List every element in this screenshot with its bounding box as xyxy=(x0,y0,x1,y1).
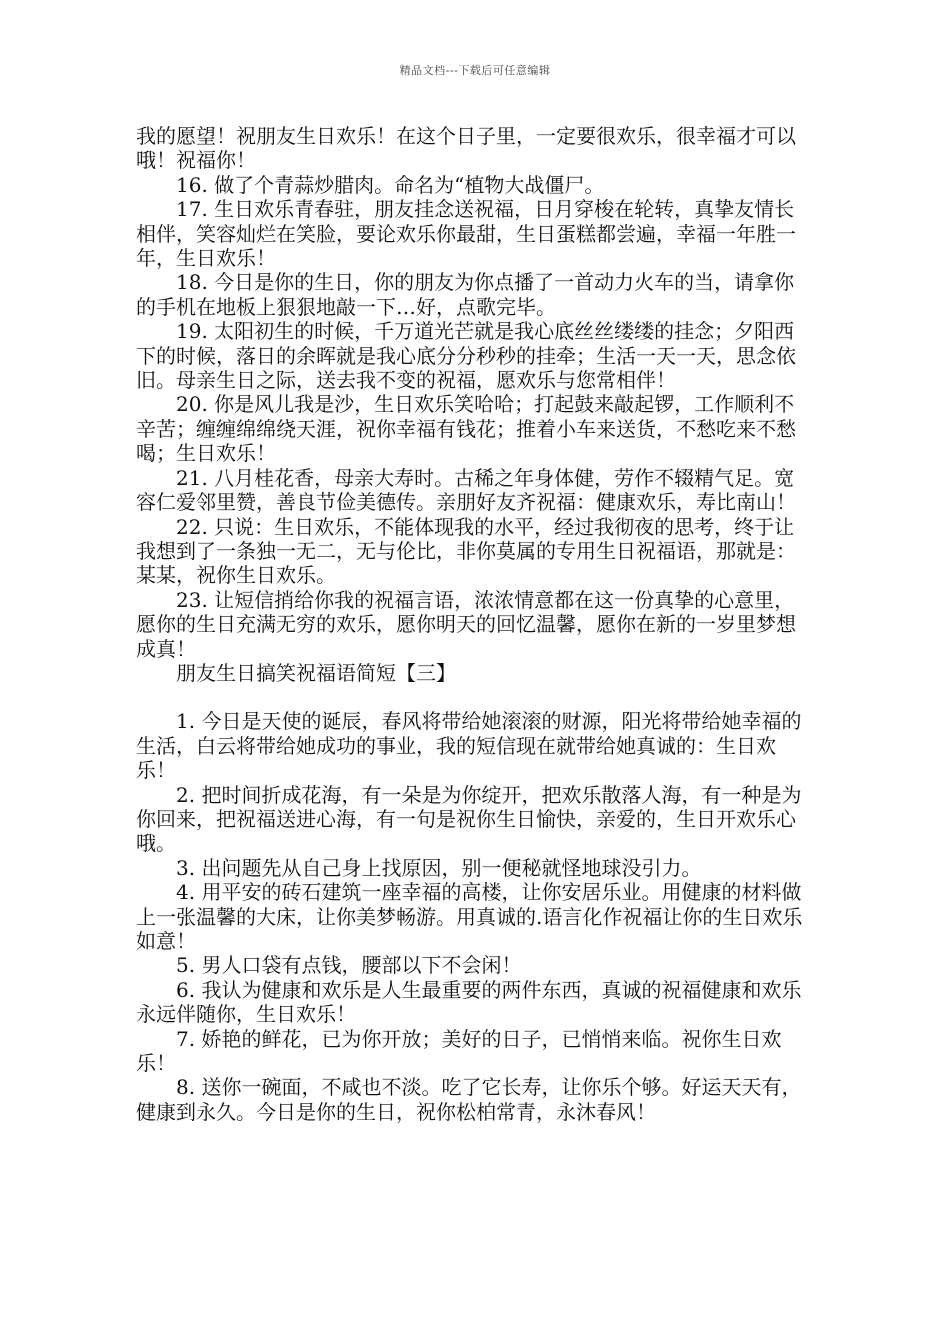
paragraph: 22. 只说：生日欢乐，不能体现我的水平，经过我彻夜的思考，终于让我想到了一条独一无二，无与伦比，非你莫属的专用生日祝福语，那就是：某某，祝你生日欢乐。 xyxy=(136,514,796,588)
paragraph: 18. 今日是你的生日，你的朋友为你点播了一首动力火车的当，请拿你的手机在地板上狠狠地敲一下…好，点歌完毕。 xyxy=(136,270,795,319)
document-body xyxy=(136,124,814,1124)
blank-line xyxy=(136,685,814,709)
section-heading: 朋友生日搞笑祝福语简短【三】 xyxy=(176,660,456,685)
paragraph: 3. 出问题先从自己身上找原因，别一便秘就怪地球没引力。 xyxy=(176,855,702,880)
paragraph: 我的愿望！祝朋友生日欢乐！在这个日子里，一定要很欢乐，很幸福才可以哦！祝福你！ xyxy=(136,124,796,173)
paragraph: 21. 八月桂花香，母亲大寿时。古稀之年身体健，劳作不辍精气足。宽容仁爱邻里赞，善良节俭美德传。亲朋好友齐祝福：健康欢乐，寿比南山！ xyxy=(136,465,796,515)
paragraph: 7. 娇艳的鲜花，已为你开放；美好的日子，已悄悄来临。祝你生日欢乐！ xyxy=(136,1026,782,1076)
paragraph: 8. 送你一碗面，不咸也不淡。吃了它长寿，让你乐个够。好运天天有，健康到永久。今日是你的生日，祝你松柏常青，永沐春风！ xyxy=(136,1075,802,1124)
paragraph: 1. 今日是天使的诞辰，春风将带给她滚滚的财源，阳光将带给她幸福的生活，白云将带给她成功的事业，我的短信现在就带给她真诚的：生日欢乐！ xyxy=(136,709,802,783)
paragraph: 4. 用平安的砖石建筑一座幸福的高楼，让你安居乐业。用健康的材料做上一张温馨的大床，让你美梦畅游。用真诚的.语言化作祝福让你的生日欢乐如意！ xyxy=(136,880,803,953)
page-header: 精品文档---下载后可任意编辑 xyxy=(399,64,551,77)
paragraph: 6. 我认为健康和欢乐是人生最重要的两件东西，真诚的祝福健康和欢乐永远伴随你，生日欢乐！ xyxy=(136,977,802,1027)
paragraph: 5. 男人口袋有点钱，腰部以下不会闲！ xyxy=(176,953,522,978)
paragraph: 23. 让短信捎给你我的祝福言语，浓浓情意都在这一份真挚的心意里，愿你的生日充满无穷的欢乐，愿你明天的回忆温馨，愿你在新的一岁里梦想成真！ xyxy=(136,587,796,661)
paragraph: 2. 把时间折成花海，有一朵是为你绽开，把欢乐散落人海，有一种是为你回来，把祝福送进心海，有一句是祝你生日愉快，亲爱的，生日开欢乐心哦。 xyxy=(136,782,802,856)
paragraph: 17. 生日欢乐青春驻，朋友挂念送祝福，日月穿梭在轮转，真挚友情长相伴，笑容灿烂在笑脸，要论欢乐你最甜，生日蛋糕都尝遍，幸福一年胜一年，生日欢乐！ xyxy=(136,197,796,271)
paragraph: 20. 你是风儿我是沙，生日欢乐笑哈哈；打起鼓来敲起锣，工作顺利不辛苦；缠缠绵绵绕天涯，祝你幸福有钱花；推着小车来送货，不愁吃来不愁喝；生日欢乐！ xyxy=(136,392,796,466)
paragraph: 16. 做了个青蒜炒腊肉。命名为“植物大战僵尸。 xyxy=(176,172,605,197)
paragraph: 19. 太阳初生的时候，千万道光芒就是我心底丝丝缕缕的挂念；夕阳西下的时候，落日的余晖就是我心底分分秒秒的挂牵；生活一天一天，思念依旧。母亲生日之际，送去我不变的祝福，愿欢乐与您常相伴！ xyxy=(136,319,796,393)
